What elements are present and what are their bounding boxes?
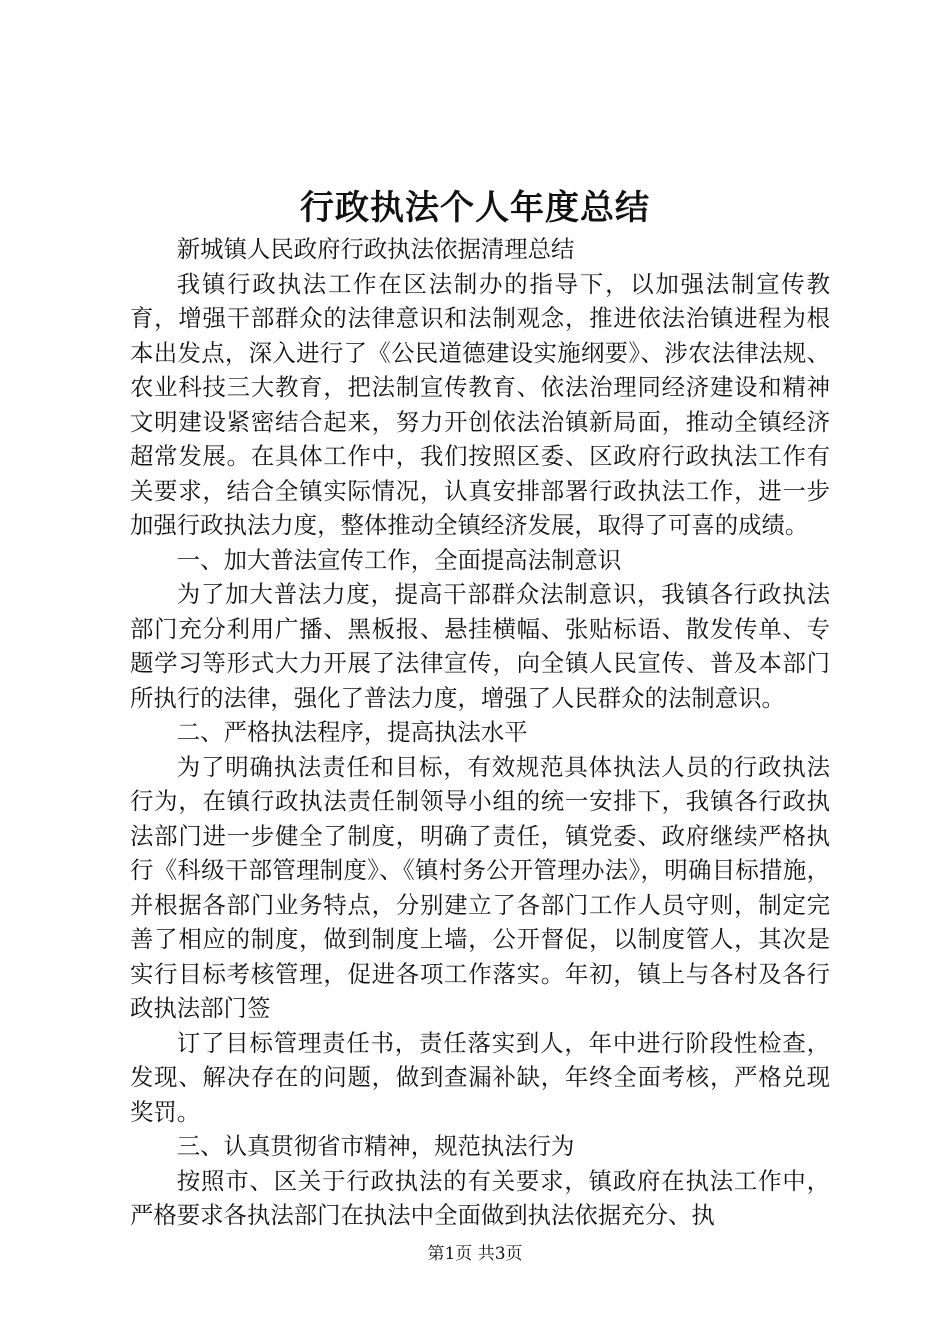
section-paragraph-1: 为了加大普法力度，提高干部群众法制意识，我镇各行政执法部门充分利用广播、黑板报、悬挂横幅、张贴标语、散发传单、专题学习等形式大力开展了法律宣传，向全镇人民宣传、普及本部门所执行的法律，强化了普法力度，增强了人民群众的法制意识。 (130, 580, 830, 712)
section-paragraph-2-continued: 订了目标管理责任书，责任落实到人，年中进行阶段性检查，发现、解决存在的问题，做到查漏补缺，年终全面考核，严格兑现奖罚。 (130, 1028, 830, 1126)
page-number-footer: 第1页 共3页 (427, 1244, 523, 1264)
document-title: 行政执法个人年度总结 (300, 188, 650, 228)
subtitle-paragraph: 新城镇人民政府行政执法依据清理总结 (176, 235, 575, 263)
section-paragraph-3: 按照市、区关于行政执法的有关要求，镇政府在执法工作中，严格要求各执法部门在执法中全面做到执法依据充分、执 (130, 1166, 830, 1229)
intro-paragraph: 我镇行政执法工作在区法制办的指导下，以加强法制宣传教育，增强干部群众的法律意识和法制观念，推进依法治镇进程为根本出发点，深入进行了《公民道德建设实施纲要》、涉农法律法规、农业科技三大教育，把法制宣传教育、依法治理同经济建设和精神文明建设紧密结合起来，努力开创依法治镇新局面，推动全镇经济超常发展。在具体工作中，我们按照区委、区政府行政执法工作有关要求，结合全镇实际情况，认真安排部署行政执法工作，进一步加强行政执法力度，整体推动全镇经济发展，取得了可喜的成绩。 (130, 269, 830, 539)
section-heading-3: 三、认真贯彻省市精神，规范执法行为 (176, 1132, 575, 1160)
section-paragraph-2: 为了明确执法责任和目标，有效规范具体执法人员的行政执法行为，在镇行政执法责任制领导小组的统一安排下，我镇各行政执法部门进一步健全了制度，明确了责任，镇党委、政府继续严格执行《科级干部管理制度》、《镇村务公开管理办法》，明确目标措施，并根据各部门业务特点，分别建立了各部门工作人员守则，制定完善了相应的制度，做到制度上墙，公开督促，以制度管人，其次是实行目标考核管理，促进各项工作落实。年初，镇上与各村及各行政执法部门签 (130, 752, 830, 1022)
section-heading-2: 二、严格执法程序，提高执法水平 (176, 718, 528, 746)
section-heading-1: 一、加大普法宣传工作，全面提高法制意识 (176, 545, 622, 574)
document-body (130, 232, 830, 1233)
